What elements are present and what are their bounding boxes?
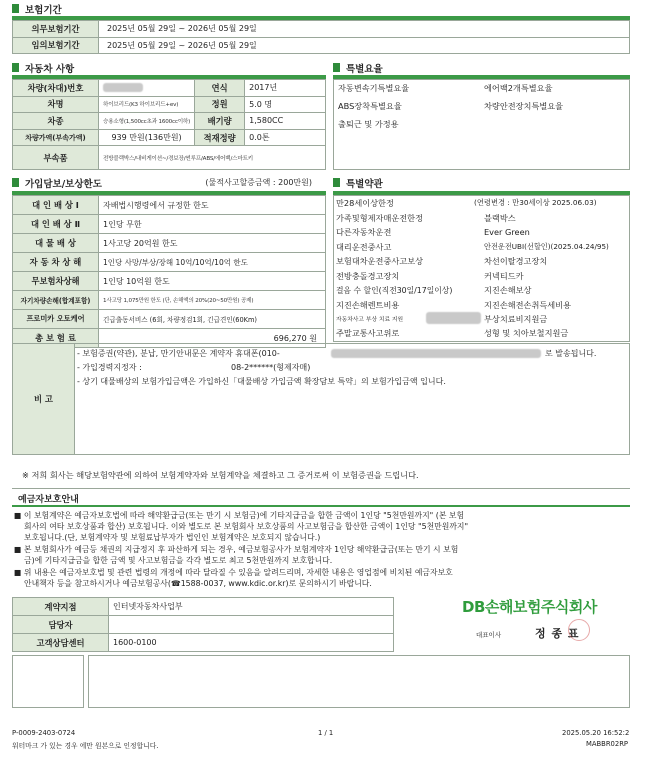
coverage-row: 자 동 차 상 해 1인당 사망/부상/장해 10억/10억/10억 한도 <box>13 253 326 272</box>
special-term-item: 커넥티드카 <box>484 270 524 281</box>
vehicle-year-value: 2017년 <box>245 80 326 97</box>
vehicle-name-label: 차명 <box>13 96 99 113</box>
section-bullet-icon <box>333 178 340 187</box>
coverage-row: 자기차량손해(합계포함) 1사고당 1,075만원 한도 (단, 손해액의 20%(20~50만원) 공제) <box>13 291 326 310</box>
form-code: MABBR02RP <box>586 740 629 748</box>
vehicle-table <box>12 79 326 170</box>
contact-label: 계약지점 <box>13 598 109 616</box>
special-term-item: 지진손해보상 <box>484 285 532 295</box>
special-term-item: 지진손해전손취득세비용 <box>484 299 572 310</box>
vehicle-section-title: 자동차 사항 <box>12 61 74 74</box>
coverage-row: 무보험차상해 1인당 10억원 한도 <box>13 272 326 291</box>
contact-value: 인터넷자동차사업부 <box>109 598 394 616</box>
coverage-total-row: 총 보 험 료 696,270 원 <box>13 329 326 348</box>
contact-value: 1600-0100 <box>109 634 394 652</box>
special-term-item: 걸음 수 할인(직전30일/17일이상) <box>336 286 453 295</box>
period-row <box>13 37 630 54</box>
coverage-row: 대 인 배 상 Ⅰ 자배법시행령에서 규정한 한도 <box>13 196 326 215</box>
section-bullet-icon <box>333 63 340 72</box>
special-term-item: 블랙박스 <box>484 212 516 223</box>
vehicle-type-value: 승용소형(1,500cc초과 1600cc이하) <box>99 113 195 130</box>
special-term-item: 자동차사고 부상 치료 지원 <box>336 317 404 323</box>
watermark-note: 워터마크 가 있는 경우 에만 원본으로 인정합니다. <box>12 742 159 750</box>
special-rate-item: ABS장착특별요율 <box>338 101 402 111</box>
print-datetime: 2025.05.20 16:52:2 <box>562 729 630 737</box>
ceo-name: 정 종 표 <box>535 627 580 640</box>
redacted-mask <box>331 349 541 358</box>
company-seal <box>568 619 590 641</box>
ceo-label: 대표이사 <box>476 631 502 639</box>
special-term-item: 다른자동차운전 <box>336 227 392 237</box>
coverage-row: 대 물 배 상 1사고당 20억원 한도 <box>13 234 326 253</box>
remarks-line: - 가입경력지정자 : <box>77 363 142 372</box>
issuance-notice: ※ 저희 회사는 해당보험약관에 의하여 보험계약자와 보험계약을 체결하고 그 증거로써 이 보험증권을 드립니다. <box>22 470 419 480</box>
vehicle-name-value: 하이브리드(K3 하이브리드+ev) <box>99 96 195 113</box>
special-rate-item: 자동변속기특별요율 <box>338 83 410 93</box>
coverage-note: (물적사고할증금액 : 200만원) <box>205 178 312 187</box>
special-term-item: 안전운전UBI(선할인)(2025.04.24/95) <box>484 241 609 251</box>
special-term-item: 대리운전중사고 <box>336 241 392 252</box>
vehicle-parts-label: 부속품 <box>13 146 99 170</box>
contact-label: 담당자 <box>13 616 109 634</box>
blank-box-left <box>12 655 84 708</box>
depositor-header-bar <box>12 505 630 507</box>
period-row-label: 의무보험기간 <box>13 21 99 38</box>
remarks-line: 로 발송됩니다. <box>545 349 597 358</box>
depositor-paragraph: 금)에 기타지급금을 합한 금액 및 사고보험금을 각각 별도로 최고 5천만원까지 보호합니다. <box>24 556 333 565</box>
special-rate-item: 에어백2개특별요율 <box>484 83 553 93</box>
doc-code: P-0009-2403-0724 <box>12 729 76 737</box>
period-section-title: 보험기간 <box>12 2 62 15</box>
redacted-mask <box>426 312 481 324</box>
vehicle-cc-label: 배기량 <box>195 113 245 130</box>
special-terms-box <box>333 195 630 342</box>
period-row-value: 2025년 05월 29일 ~ 2026년 05월 29일 <box>99 21 630 38</box>
remarks-line: 08-2******(형제자매) <box>231 363 311 372</box>
blank-box-right <box>88 655 630 708</box>
special-rate-item: 출퇴근 및 가정용 <box>338 119 399 129</box>
section-bullet-icon <box>12 178 19 187</box>
special-term-item: 만28세이상한정 <box>336 198 394 208</box>
remarks-label: 비 고 <box>13 344 75 454</box>
special-term-item: (연령변경 : 만30세이상 2025.06.03) <box>474 198 597 207</box>
section-bullet-icon <box>12 63 19 72</box>
period-row-label: 임의보험기간 <box>13 37 99 54</box>
section-bullet-icon <box>12 4 19 13</box>
vehicle-year-label: 연식 <box>195 80 245 97</box>
depositor-paragraph: ■ 본 보험회사가 예금등 채권의 지급정지 후 파산하게 되는 경우, 예금보험공사가 보험계약자 1인당 해약환급금(또는 만기 시 보험 <box>14 545 459 554</box>
special-term-item: 가족및형제자매운전한정 <box>336 212 424 223</box>
period-row-value: 2025년 05월 29일 ~ 2026년 05월 29일 <box>99 37 630 54</box>
remarks-line: - 보험증권(약관), 분납, 만기안내문은 계약자 휴대폰(010- <box>77 349 280 358</box>
depositor-paragraph: ■ 위 내용은 예금자보호법 및 관련 법령의 개정에 따라 달라질 수 있음을 알려드리며, 자세한 내용은 영업점에 비치된 예금자보호 <box>14 568 453 577</box>
total-premium: 696,270 원 <box>99 329 326 348</box>
vehicle-seats-label: 정원 <box>195 96 245 113</box>
depositor-paragraph: ■ 이 보험계약은 예금자보호법에 따라 해약환급금(또는 만기 시 보험금)에 기타지급금을 합한 금액이 1인당 "5천만원까지" (본 보험 <box>14 511 465 520</box>
depositor-paragraph: 회사의 여타 보호상품과 합산) 보호됩니다. 이와 별도로 본 보험회사 보호상품의 사고보험금을 합산한 금액이 1인당 "5천만원까지" <box>24 522 469 531</box>
special-rate-item: 차량안전장치특별요율 <box>484 101 564 111</box>
vehicle-plate-label: 차량(차대)번호 <box>13 80 99 97</box>
coverage-row: 프로미카 오토케어 긴급출동서비스 (6회, 차량정검1회, 긴급견인(60Km) <box>13 310 326 329</box>
contact-table <box>12 597 394 652</box>
coverage-row: 대 인 배 상 Ⅱ 1인당 무한 <box>13 215 326 234</box>
special-terms-section-title: 특별약관 <box>333 176 383 189</box>
depositor-paragraph: 보호됩니다.(단, 보험계약자 및 보험료납부자가 법인인 보험계약은 보호되지 않습니다.) <box>24 533 321 542</box>
depositor-paragraph: 안내책자 등을 참고하시거나 예금보험공사(☎1588-0037, www.kdic.or.kr)로 문의하시기 바랍니다. <box>24 579 372 588</box>
vehicle-parts-value: 전방블랙박스/내비게이션~/경보장/썬루프/ABS/에어백/스마트키 <box>99 146 326 170</box>
remarks-box <box>12 343 630 455</box>
contact-value <box>109 616 394 634</box>
remarks-line: - 상기 대물배상의 보험가입금액은 가입하신「대물배상 가입금액 확장담보 특약」의 보험가입금액 입니다. <box>77 377 446 386</box>
vehicle-type-label: 차종 <box>13 113 99 130</box>
period-table <box>12 20 630 54</box>
special-term-item: 성형 및 치아보철지원금 <box>484 328 569 338</box>
divider <box>12 488 630 489</box>
vehicle-load-label: 적재정량 <box>195 129 245 146</box>
coverage-table <box>12 195 326 348</box>
period-row <box>13 21 630 38</box>
vehicle-price-label: 차량가액(부속가액) <box>13 129 99 146</box>
company-logo: DB손해보험주식회사 <box>462 598 597 616</box>
vehicle-cc-value: 1,580CC <box>245 113 326 130</box>
special-term-item: 주말교통사고위로 <box>336 328 400 338</box>
special-term-item: 차선이탈경고장치 <box>484 256 548 266</box>
vehicle-price-value: 939 만원(136만원) <box>99 129 195 146</box>
special-term-item: 부상치료비지원금 <box>484 314 548 324</box>
special-rates-box <box>333 79 630 170</box>
special-term-item: 전방충돌경고장치 <box>336 270 400 281</box>
contact-label: 고객상담센터 <box>13 634 109 652</box>
vehicle-seats-value: 5.0 명 <box>245 96 326 113</box>
special-term-item: 지진손해렌트비용 <box>336 299 400 310</box>
vehicle-load-value: 0.0톤 <box>245 129 326 146</box>
vehicle-plate-value <box>99 80 195 97</box>
special-rates-section-title: 특별요율 <box>333 61 383 74</box>
coverage-section-title: 가입담보/보상한도 (물적사고할증금액 : 200만원) <box>12 176 326 189</box>
depositor-title: 예금자보호안내 <box>18 495 79 505</box>
page-number: 1 / 1 <box>318 729 334 737</box>
special-term-item: 보험대차운전중사고보상 <box>336 256 424 266</box>
special-term-item: Ever Green <box>484 227 530 237</box>
redacted-mask <box>103 83 143 92</box>
